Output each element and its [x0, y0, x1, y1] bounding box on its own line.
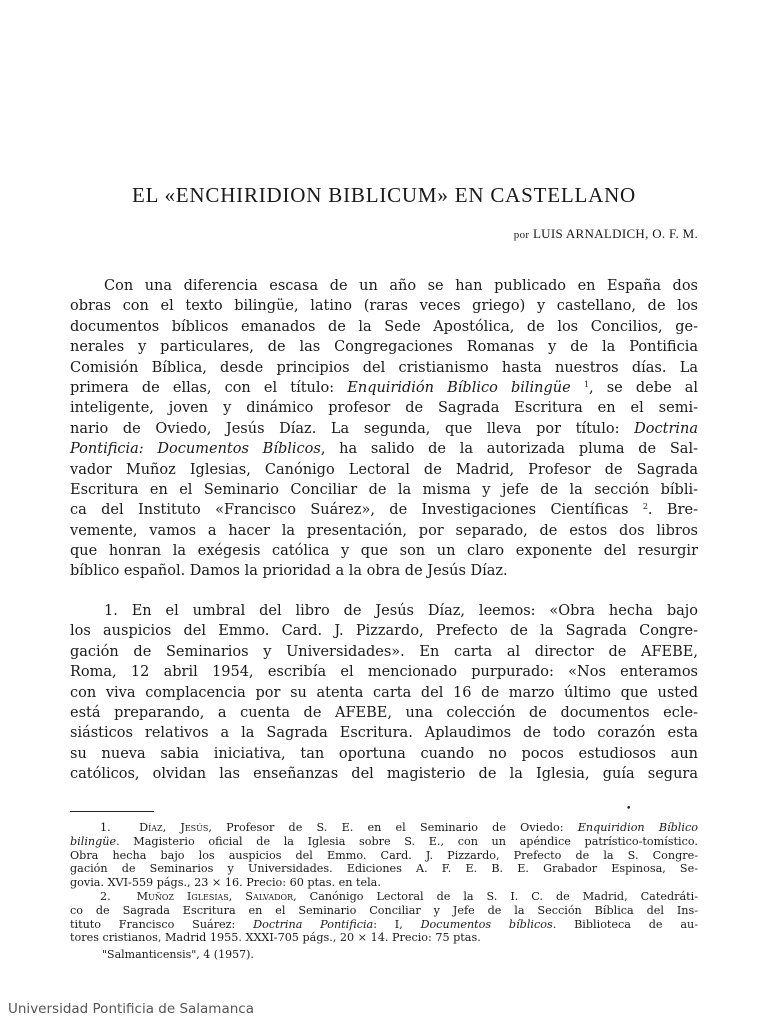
journal-reference: "Salmanticensis", 4 (1957). [102, 948, 254, 961]
paragraph-line: siásticos relativos a la Sagrada Escritura. Aplaudimos de todo corazón esta [70, 725, 698, 742]
article-author [514, 226, 698, 242]
paragraph-line: Roma, 12 abril 1954, escribía el mencionado purpurado: «Nos enteramos [70, 664, 698, 681]
paragraph-line: católicos, olvidan las enseñanzas del magisterio de la Iglesia, guía segura [70, 766, 698, 783]
paragraph-line: obras con el texto bilingüe, latino (raras veces griego) y castellano, de los [70, 298, 698, 315]
footnote-line: govia. XVI-559 págs., 23 × 16. Precio: 60 ptas. en tela. [70, 876, 381, 890]
footnote-line: 1. Díaz, Jesús, Profesor de S. E. en el Seminario de Oviedo: Enquiridion Bíblico [100, 821, 698, 834]
author-name: LUIS ARNALDICH, O. F. M. [532, 226, 698, 241]
paragraph-line: está preparando, a cuenta de AFEBE, una colección de documentos ecle- [70, 704, 698, 721]
footnote-separator [70, 811, 154, 812]
paragraph-line: Con una diferencia escasa de un año se han publicado en España dos [104, 278, 698, 294]
footnote-line: 2. Muñoz Iglesias, Salvador, Canónigo Lectoral de la S. I. C. de Madrid, Catedráti- [100, 890, 698, 903]
printer-mark: • [626, 804, 632, 814]
paragraph-line: vemente, vamos a hacer la presentación, por separado, de estos dos libros [70, 522, 698, 539]
paragraph-line: bíblico español. Damos la prioridad a la obra de Jesús Díaz. [70, 563, 508, 580]
footnote-line: tores cristianos, Madrid 1955. XXXI-705 págs., 20 × 14. Precio: 75 ptas. [70, 931, 481, 945]
author-prefix: por [513, 229, 530, 241]
paragraph-line: documentos bíblicos emanados de la Sede Apostólica, de los Concilios, ge- [70, 318, 698, 335]
paragraph-line: gación de Seminarios y Universidades». En carta al director de AFEBE, [70, 643, 698, 660]
source-watermark: Universidad Pontificia de Salamanca [8, 1001, 254, 1017]
paragraph-line: 1. En el umbral del libro de Jesús Díaz, leemos: «Obra hecha bajo [104, 603, 698, 619]
footnote-number: 1. [100, 821, 111, 834]
paragraph-line: primera de ellas, con el título: Enquiridión Bíblico bilingüe $^1$, se debe al [70, 379, 698, 396]
footnote-line: tituto Francisco Suárez: Doctrina Pontificia: I, Documentos bíblicos. Biblioteca de au- [70, 917, 698, 931]
footnote-author: Muñoz Iglesias, Salvador [136, 890, 294, 903]
paragraph-line: que honran la exégesis católica y que son un claro exponente del resurgir [70, 543, 698, 560]
paragraph-line: Pontificia: Documentos Bíblicos, ha salido de la autorizada pluma de Sal- [70, 441, 698, 458]
paragraph-1 [70, 276, 698, 582]
book-title-enquiridion: Enquiridión Bíblico bilingüe [347, 379, 571, 396]
paragraph-line: su nueva sabia iniciativa, tan oportuna cuando no pocos estudiosos aun [70, 745, 698, 762]
book-title-doctrina-cont: Pontificia: Documentos Bíblicos [70, 441, 321, 458]
footnote-line: bilingüe. Magisterio oficial de la Iglesia sobre S. E., con un apéndice patrístico-tomístico. [70, 834, 698, 848]
paragraph-line: con viva complacencia por su atenta carta del 16 de marzo último que usted [70, 684, 698, 701]
paragraph-line: nerales y particulares, de las Congregaciones Romanas y de la Pontificia [70, 339, 698, 356]
paragraph-line: inteligente, joven y dinámico profesor de Sagrada Escritura en el semi- [70, 400, 698, 417]
paragraph-line: ca del Instituto «Francisco Suárez», de Investigaciones Científicas $^2$. Bre- [70, 502, 698, 519]
paragraph-line: los auspicios del Emmo. Card. J. Pizzardo, Prefecto de la Sagrada Congre- [70, 623, 698, 640]
article-title: EL «ENCHIRIDION BIBLICUM» EN CASTELLANO [131, 183, 637, 207]
footnote-ref-2[interactable]: 2 [642, 502, 648, 512]
footnote-ref-1[interactable]: 1 [583, 379, 589, 389]
paragraph-line: Comisión Bíblica, desde principios del cristianismo hasta nuestros días. La [70, 359, 698, 376]
footnote-1 [70, 821, 698, 890]
paragraph-line: vador Muñoz Iglesias, Canónigo Lectoral de Madrid, Profesor de Sagrada [70, 461, 698, 478]
book-title-doctrina: Doctrina [634, 420, 698, 437]
footnote-line: gación de Seminarios y Universidades. Ediciones A. F. E. B. E. Grabador Espinosa, Se- [70, 862, 698, 876]
footnote-line: co de Sagrada Escritura en el Seminario Conciliar y Jefe de la Sección Bíblica del Ins- [70, 903, 698, 917]
paragraph-2 [70, 601, 698, 785]
footnote-number: 2. [100, 890, 111, 903]
paragraph-line: nario de Oviedo, Jesús Díaz. La segunda, que lleva por título: Doctrina [70, 420, 698, 437]
footnote-author: Díaz, Jesús [139, 821, 209, 834]
footnote-line: Obra hecha bajo los auspicios del Emmo. Card. J. Pizzardo, Prefecto de la S. Congre- [70, 848, 698, 862]
paragraph-line: Escritura en el Seminario Conciliar de la misma y jefe de la sección bíbli- [70, 481, 698, 498]
footnote-2 [70, 890, 698, 945]
